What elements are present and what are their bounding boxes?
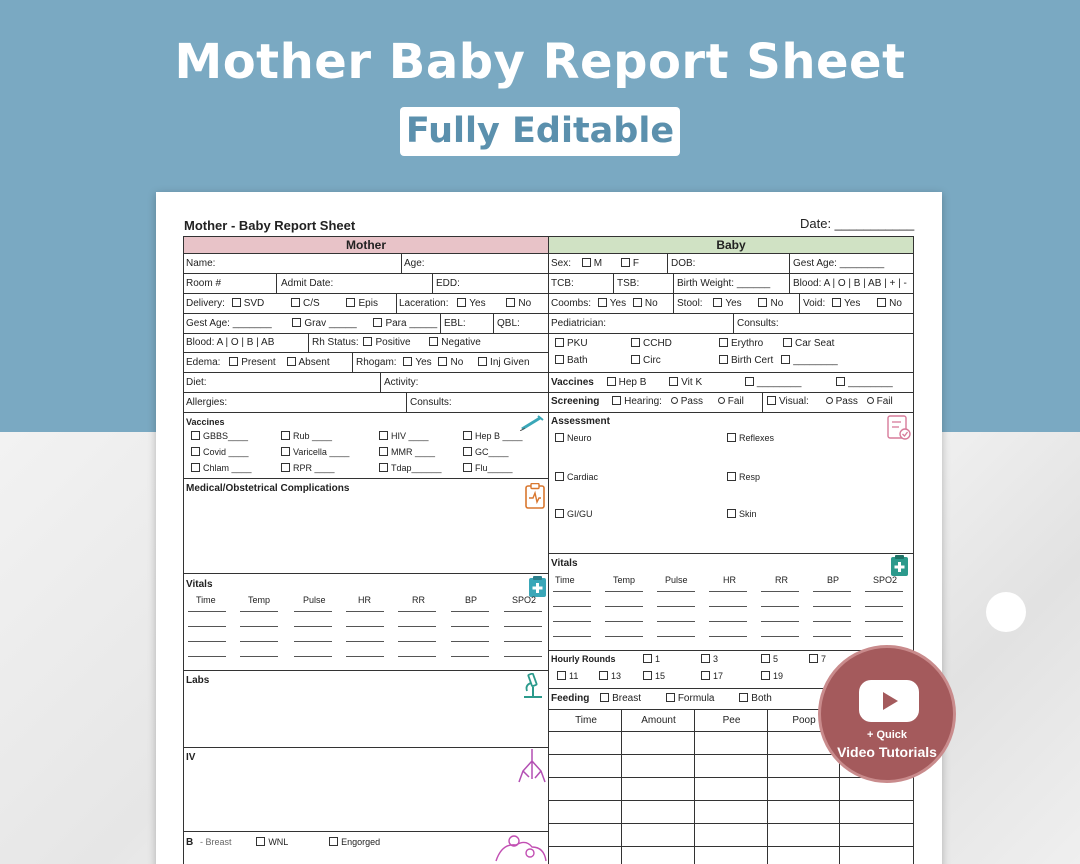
vaccine-item[interactable]: Chlam ____ xyxy=(189,459,252,478)
hour-checkbox[interactable]: 15 xyxy=(641,667,665,686)
vaccine-other-field[interactable]: ________ xyxy=(756,377,802,388)
svd-checkbox[interactable] xyxy=(232,298,241,307)
para-field[interactable]: Para _____ xyxy=(385,318,438,329)
screening-label: Screening xyxy=(551,396,600,407)
rh-status-row xyxy=(310,333,481,352)
stool-yes-checkbox[interactable] xyxy=(713,298,722,307)
stool-no-checkbox[interactable] xyxy=(758,298,767,307)
inj-given-label: Inj Given xyxy=(490,357,530,368)
sex-m-checkbox[interactable] xyxy=(582,258,591,267)
sex-row xyxy=(549,254,639,273)
coombs-row xyxy=(549,294,658,313)
youtube-play-icon xyxy=(859,680,919,722)
feed-col-time: Time xyxy=(575,715,597,726)
rh-positive-checkbox[interactable] xyxy=(363,337,372,346)
baby-vitals-col-rr: RR xyxy=(775,575,788,585)
baby-vaccines-row xyxy=(549,373,893,392)
hep-b-label: Hep B xyxy=(618,377,647,388)
rhogam-row xyxy=(354,353,530,372)
void-label: Void: xyxy=(803,298,826,309)
feeding-formula-checkbox[interactable] xyxy=(666,693,675,702)
baby-gest-age-field[interactable]: Gest Age: ________ xyxy=(793,258,885,269)
vitals-col-temp: Temp xyxy=(248,595,271,605)
feeding-formula-label: Formula xyxy=(677,693,715,704)
birth-weight-field[interactable]: Birth Weight: ______ xyxy=(677,278,771,289)
rh-negative-checkbox[interactable] xyxy=(429,337,438,346)
badge-line2: Video Tutorials xyxy=(837,744,937,760)
feed-col-amount: Amount xyxy=(641,715,676,726)
vitals-col-bp: BP xyxy=(465,595,478,605)
sex-f-checkbox[interactable] xyxy=(621,258,630,267)
pku-item[interactable]: PKU xyxy=(553,334,588,353)
coombs-yes-label: Yes xyxy=(609,298,627,309)
wnl-checkbox[interactable] xyxy=(256,837,265,846)
cchd-item[interactable]: CCHD xyxy=(629,334,672,353)
feeding-row xyxy=(549,689,772,708)
assess-cardiac[interactable]: Cardiac xyxy=(553,468,598,487)
ebl-field[interactable]: EBL: xyxy=(444,318,466,329)
void-row xyxy=(801,294,902,313)
hour-checkbox[interactable]: 7 xyxy=(807,650,826,669)
sex-f-label: F xyxy=(632,258,640,269)
circ-item[interactable]: Circ xyxy=(629,351,661,370)
rhogam-no-label: No xyxy=(450,357,464,368)
complications-field[interactable] xyxy=(186,499,526,571)
syringe-icon xyxy=(520,415,544,436)
activity-field[interactable]: Activity: xyxy=(384,377,419,388)
vaccine-item[interactable]: Covid ____ xyxy=(189,443,249,462)
mother-blood-field[interactable]: Blood: A | O | B | AB xyxy=(186,337,275,348)
void-yes-label: Yes xyxy=(844,298,861,309)
edd-field[interactable]: EDD: xyxy=(436,278,460,289)
tsb-field[interactable]: TSB: xyxy=(617,278,640,289)
breastfeeding-icon xyxy=(492,833,548,864)
delivery-row xyxy=(184,294,378,313)
hour-checkbox[interactable]: 17 xyxy=(699,667,723,686)
hour-checkbox[interactable]: 19 xyxy=(759,667,783,686)
vitals-col-pulse: Pulse xyxy=(303,595,326,605)
pediatrician-field[interactable]: Pediatrician: xyxy=(551,318,607,329)
badge-line1: + Quick xyxy=(866,729,908,741)
date-field[interactable]: Date: ___________ xyxy=(800,216,915,231)
edema-present-label: Present xyxy=(241,357,276,368)
coombs-no-label: No xyxy=(644,298,658,309)
laceration-label: Laceration: xyxy=(399,298,449,309)
baby-vitals-col-bp: BP xyxy=(827,575,840,585)
cs-checkbox[interactable] xyxy=(291,298,300,307)
edema-label: Edema: xyxy=(186,357,221,368)
hour-checkbox[interactable]: 1 xyxy=(641,650,660,669)
decorative-dot xyxy=(986,592,1026,632)
complications-label: Medical/Obstetrical Complications xyxy=(186,483,350,494)
laceration-no-checkbox[interactable] xyxy=(506,298,515,307)
clipboard-icon xyxy=(525,483,545,514)
screening-row xyxy=(549,392,744,411)
birth-cert-item[interactable]: Birth Cert ________ xyxy=(717,351,838,370)
assess-reflexes[interactable]: Reflexes xyxy=(725,429,774,448)
engorged-label: Engorged xyxy=(341,837,381,847)
feed-col-poop: Poop xyxy=(792,715,816,726)
diet-field[interactable]: Diet: xyxy=(186,377,207,388)
edema-row xyxy=(184,353,330,372)
vaccine-item[interactable]: Tdap______ xyxy=(377,459,442,478)
rhogam-label: Rhogam: xyxy=(356,357,397,368)
hearing-checkbox[interactable] xyxy=(612,396,621,405)
baby-blood-field[interactable]: Blood: A | O | B | AB | + | - xyxy=(793,278,907,289)
feeding-both-label: Both xyxy=(751,693,772,704)
baby-header: Baby xyxy=(549,237,913,253)
hourly-rounds-label: Hourly Rounds xyxy=(551,654,616,664)
baby-consults-field[interactable]: Consults: xyxy=(737,318,779,329)
mother-gest-age-field[interactable]: Gest Age: _______ xyxy=(186,318,272,329)
visual-label: Visual: xyxy=(779,396,809,407)
coombs-yes-checkbox[interactable] xyxy=(598,298,607,307)
vitals-col-rr: RR xyxy=(412,595,425,605)
report-sheet xyxy=(156,192,942,864)
mother-consults-field[interactable]: Consults: xyxy=(410,397,452,408)
mother-section xyxy=(183,236,549,864)
engorged-checkbox[interactable] xyxy=(329,837,338,846)
sex-m-label: M xyxy=(593,258,603,269)
qbl-field[interactable]: QBL: xyxy=(497,318,520,329)
rhogam-no-checkbox[interactable] xyxy=(438,357,447,366)
mother-header: Mother xyxy=(184,237,548,253)
baby-vitals-col-spo2: SPO2 xyxy=(873,575,898,585)
baby-vitals-col-time: Time xyxy=(555,575,575,585)
para-checkbox[interactable] xyxy=(373,318,382,327)
admit-date-field[interactable]: Admit Date: xyxy=(281,278,334,289)
bath-item[interactable]: Bath xyxy=(553,351,588,370)
vit-k-checkbox[interactable] xyxy=(669,377,678,386)
visual-pass-radio[interactable] xyxy=(826,397,833,404)
b-label: B xyxy=(186,837,194,848)
visual-fail-radio[interactable] xyxy=(867,397,874,404)
visual-fail-label: Fail xyxy=(876,396,893,407)
iv-field[interactable] xyxy=(186,767,526,829)
wnl-label: WNL xyxy=(268,837,289,847)
car-seat-item[interactable]: Car Seat xyxy=(781,334,834,353)
breast-row xyxy=(184,833,380,852)
visual-checkbox[interactable] xyxy=(767,396,776,405)
stool-label: Stool: xyxy=(677,298,703,309)
breast-label: - Breast xyxy=(200,837,232,847)
assess-resp[interactable]: Resp xyxy=(725,468,760,487)
visual-row xyxy=(765,392,893,411)
hour-checkbox[interactable]: 13 xyxy=(597,667,621,686)
vaccine-item[interactable]: Varicella ____ xyxy=(279,443,349,462)
laceration-yes-label: Yes xyxy=(469,298,486,309)
rhogam-yes-label: Yes xyxy=(415,357,432,368)
vaccine-item[interactable]: HIV ____ xyxy=(377,427,429,446)
feeding-breast-label: Breast xyxy=(612,693,642,704)
banner-subtitle: Fully Editable xyxy=(400,107,680,156)
assess-neuro[interactable]: Neuro xyxy=(553,429,592,448)
vaccine-item[interactable]: GC____ xyxy=(461,443,509,462)
vaccine-item[interactable]: GBBS____ xyxy=(189,427,248,446)
vitals-col-spo2: SPO2 xyxy=(512,595,537,605)
grav-checkbox[interactable] xyxy=(292,318,301,327)
vaccine-item[interactable]: MMR ____ xyxy=(377,443,435,462)
feeding-breast-checkbox[interactable] xyxy=(600,693,609,702)
rhogam-yes-checkbox[interactable] xyxy=(403,357,412,366)
hearing-fail-radio[interactable] xyxy=(718,397,725,404)
iv-label: IV xyxy=(186,752,196,763)
banner-title: Mother Baby Report Sheet xyxy=(174,34,906,90)
video-tutorials-badge[interactable] xyxy=(818,645,956,783)
mother-name-field[interactable]: Name: xyxy=(186,258,216,269)
room-field[interactable]: Room # xyxy=(186,278,222,289)
inj-given-checkbox[interactable] xyxy=(478,357,487,366)
vaccine-item[interactable]: Flu_____ xyxy=(461,459,513,478)
feeding-both-checkbox[interactable] xyxy=(739,693,748,702)
baby-vitals-col-pulse: Pulse xyxy=(665,575,688,585)
vaccine-item[interactable]: Rub ____ xyxy=(279,427,332,446)
cs-label: C/S xyxy=(303,298,320,309)
vitals-col-time: Time xyxy=(196,595,216,605)
sex-label: Sex: xyxy=(551,258,572,269)
coombs-no-checkbox[interactable] xyxy=(633,298,642,307)
rh-label: Rh Status: xyxy=(312,337,359,348)
hearing-pass-radio[interactable] xyxy=(671,397,678,404)
laceration-yes-checkbox[interactable] xyxy=(457,298,466,307)
vit-k-label: Vit K xyxy=(681,377,703,388)
allergies-field[interactable]: Allergies: xyxy=(186,397,228,408)
sheet-title: Mother - Baby Report Sheet xyxy=(184,218,356,233)
hearing-pass-label: Pass xyxy=(680,396,703,407)
hep-b-checkbox[interactable] xyxy=(607,377,616,386)
svd-label: SVD xyxy=(243,298,265,309)
gest-age-row xyxy=(184,314,437,333)
feeding-label: Feeding xyxy=(551,693,590,704)
hearing-fail-label: Fail xyxy=(727,396,744,407)
laceration-no-label: No xyxy=(518,298,532,309)
labs-field[interactable] xyxy=(186,691,526,745)
visual-pass-label: Pass xyxy=(835,396,858,407)
stool-row xyxy=(675,294,783,313)
edema-absent-checkbox[interactable] xyxy=(287,357,296,366)
tcb-field[interactable]: TCB: xyxy=(551,278,574,289)
edema-present-checkbox[interactable] xyxy=(229,357,238,366)
checklist-icon xyxy=(887,415,911,446)
coombs-label: Coombs: xyxy=(551,298,592,309)
edema-absent-label: Absent xyxy=(298,357,330,368)
stool-yes-label: Yes xyxy=(725,298,742,309)
hour-checkbox[interactable]: 5 xyxy=(759,650,778,669)
vaccine-item[interactable]: Hep B ____ xyxy=(461,427,523,446)
mother-vitals-label: Vitals xyxy=(186,579,213,590)
baby-vitals-label: Vitals xyxy=(551,558,578,569)
assess-gigu[interactable]: GI/GU xyxy=(553,505,593,524)
vaccine-other-checkbox[interactable] xyxy=(745,377,754,386)
grav-field[interactable]: Grav _____ xyxy=(304,318,357,329)
epis-label: Epis xyxy=(358,298,378,309)
mother-age-field[interactable]: Age: xyxy=(404,258,425,269)
rh-positive-label: Positive xyxy=(375,337,411,348)
mother-vaccines-label: Vaccines xyxy=(186,417,225,427)
rh-negative-label: Negative xyxy=(441,337,481,348)
baby-vitals-col-hr: HR xyxy=(723,575,736,585)
assessment-label: Assessment xyxy=(551,416,610,427)
vaccine-other2-checkbox[interactable] xyxy=(836,377,845,386)
laceration-row xyxy=(397,294,531,313)
erythro-item[interactable]: Erythro xyxy=(717,334,763,353)
feed-col-pee: Pee xyxy=(722,715,741,726)
vaccine-item[interactable]: RPR ____ xyxy=(279,459,335,478)
baby-vitals-col-temp: Temp xyxy=(613,575,636,585)
baby-vaccines-label: Vaccines xyxy=(551,377,594,388)
vaccine-other2-field[interactable]: ________ xyxy=(848,377,893,388)
hour-checkbox[interactable]: 11 xyxy=(555,667,578,686)
dob-field[interactable]: DOB: xyxy=(671,258,696,269)
void-yes-checkbox[interactable] xyxy=(832,298,841,307)
void-no-checkbox[interactable] xyxy=(877,298,886,307)
hearing-label: Hearing: xyxy=(624,396,662,407)
delivery-label: Delivery: xyxy=(186,298,225,309)
void-no-label: No xyxy=(889,298,902,309)
assess-skin[interactable]: Skin xyxy=(725,505,757,524)
stool-no-label: No xyxy=(770,298,784,309)
hour-checkbox[interactable]: 3 xyxy=(699,650,718,669)
labs-label: Labs xyxy=(186,675,210,686)
epis-checkbox[interactable] xyxy=(346,298,355,307)
vitals-col-hr: HR xyxy=(358,595,371,605)
